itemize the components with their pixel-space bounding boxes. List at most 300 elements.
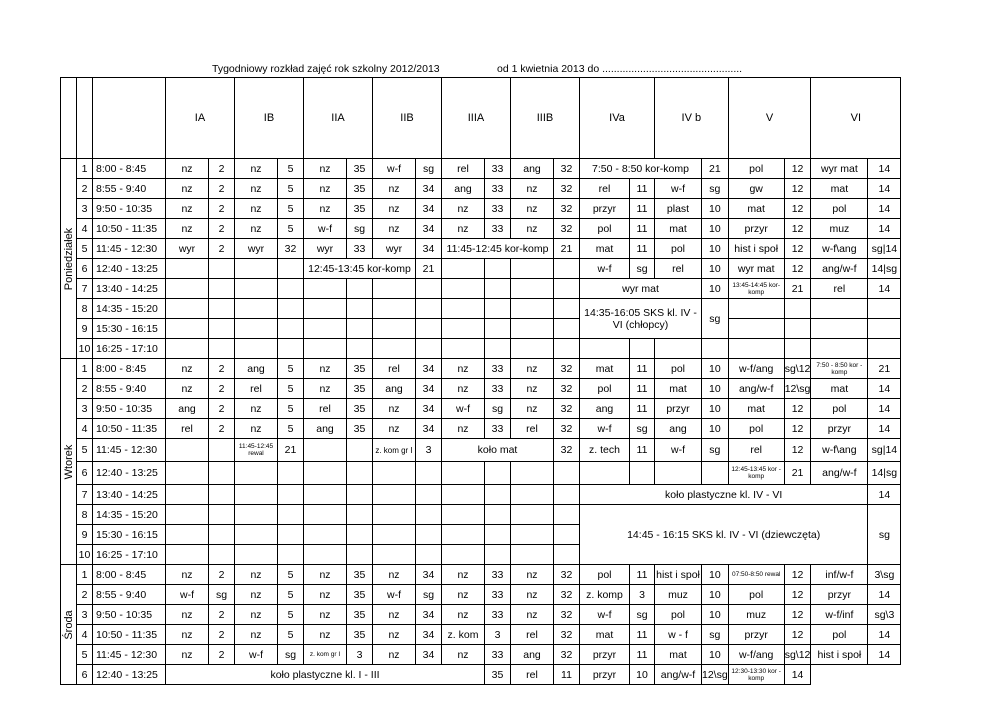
cell: [485, 339, 511, 359]
cell: nz: [235, 419, 278, 439]
cell: sg|14: [868, 239, 901, 259]
cell: 32: [554, 645, 580, 665]
cell: 5: [278, 605, 304, 625]
cell: [554, 259, 580, 279]
day-label-tuesday: Wtorek: [61, 359, 77, 565]
cell: [347, 525, 373, 545]
cell: [373, 545, 416, 565]
cell: pol: [655, 359, 702, 379]
cell: nz: [373, 199, 416, 219]
cell: sg: [702, 439, 729, 462]
cell: 14: [868, 379, 901, 399]
cell: [511, 525, 554, 545]
lesson-number: 2: [77, 379, 93, 399]
table-row: [61, 505, 901, 525]
cell: nz: [511, 199, 554, 219]
cell: 11: [554, 665, 580, 685]
cell: 11: [630, 399, 655, 419]
table-row: [61, 605, 901, 625]
lesson-time: 8:00 - 8:45: [93, 159, 166, 179]
cell: [485, 525, 511, 545]
cell: 34: [416, 399, 442, 419]
cell: w-f\ang: [811, 439, 868, 462]
cell: [304, 319, 347, 339]
cell: 35: [347, 585, 373, 605]
cell: 32: [554, 399, 580, 419]
cell: [347, 319, 373, 339]
cell: [728, 319, 784, 339]
cell: [278, 545, 304, 565]
cell: [235, 525, 278, 545]
cell: mat: [728, 199, 784, 219]
cell: nz: [511, 605, 554, 625]
table-row: [61, 485, 901, 505]
cell: 14|sg: [868, 462, 901, 485]
cell: przyr: [655, 399, 702, 419]
cell: sg: [278, 645, 304, 665]
cell: 5: [278, 419, 304, 439]
cell: nz: [511, 179, 554, 199]
cell: [511, 279, 554, 299]
cell: 12: [784, 199, 811, 219]
cell: [278, 339, 304, 359]
cell: [235, 462, 278, 485]
cell: w-f: [235, 645, 278, 665]
cell: sg: [209, 585, 235, 605]
cell: 12: [784, 585, 811, 605]
table-row: [61, 419, 901, 439]
cell: nz: [373, 419, 416, 439]
cell: 14: [784, 665, 811, 685]
cell: [278, 279, 304, 299]
cell: 14: [868, 485, 901, 505]
cell: pol: [655, 605, 702, 625]
cell: [235, 339, 278, 359]
cell: rel: [811, 279, 868, 299]
lesson-time: 12:40 - 13:25: [93, 462, 166, 485]
day-label-monday: Poniedziałek: [61, 159, 77, 359]
cell: 14: [868, 159, 901, 179]
cell: nz: [166, 199, 209, 219]
cell: [166, 462, 209, 485]
cell: [554, 299, 580, 319]
class-header-iiia: IIIA: [442, 78, 511, 159]
cell: [304, 525, 347, 545]
cell: ang: [442, 179, 485, 199]
cell: przyr: [811, 585, 868, 605]
cell: 12\sg: [702, 665, 729, 685]
cell: 5: [278, 179, 304, 199]
cell: [373, 319, 416, 339]
cell: w-f: [304, 219, 347, 239]
cell: 5: [278, 565, 304, 585]
cell: nz: [373, 625, 416, 645]
cell: w-f: [580, 605, 630, 625]
cell: nz: [373, 219, 416, 239]
lesson-number: 6: [77, 665, 93, 685]
table-row: [61, 665, 901, 685]
cell: muz: [728, 605, 784, 625]
header-blank-day: [61, 78, 77, 159]
cell: rel: [511, 665, 554, 685]
cell: 5: [278, 625, 304, 645]
cell: sg: [702, 179, 729, 199]
cell: nz: [442, 605, 485, 625]
cell: 11:45-12:45 kor-komp: [442, 239, 554, 259]
cell: 10: [702, 645, 729, 665]
cell: koło mat: [442, 439, 554, 462]
cell: [485, 279, 511, 299]
cell: przyr: [580, 665, 630, 685]
lesson-time: 11:45 - 12:30: [93, 645, 166, 665]
lesson-number: 3: [77, 399, 93, 419]
cell: hist i społ: [811, 645, 868, 665]
cell: [209, 505, 235, 525]
cell: nz: [442, 585, 485, 605]
cell: rel: [442, 159, 485, 179]
cell: ang: [304, 419, 347, 439]
cell: nz: [235, 625, 278, 645]
cell: 14|sg: [868, 259, 901, 279]
cell: [554, 319, 580, 339]
cell: [166, 485, 209, 505]
header-blank-time: [93, 78, 166, 159]
cell: 10: [702, 585, 729, 605]
table-row: [61, 299, 901, 319]
cell: sg: [630, 419, 655, 439]
lesson-number: 2: [77, 179, 93, 199]
cell: koło plastyczne kl. IV - VI: [580, 485, 868, 505]
cell: wyr mat: [728, 259, 784, 279]
cell: 12: [784, 439, 811, 462]
cell: nz: [511, 359, 554, 379]
cell: pol: [655, 239, 702, 259]
cell: rel: [728, 439, 784, 462]
lesson-number: 8: [77, 299, 93, 319]
table-row: [61, 199, 901, 219]
cell: [209, 279, 235, 299]
class-header-ivb: IV b: [655, 78, 729, 159]
cell: [373, 462, 416, 485]
cell: 2: [209, 605, 235, 625]
cell: 34: [416, 239, 442, 259]
cell: nz: [442, 419, 485, 439]
cell: nz: [511, 565, 554, 585]
cell: 34: [416, 625, 442, 645]
cell: [511, 462, 554, 485]
cell: [485, 545, 511, 565]
cell: mat: [811, 379, 868, 399]
lesson-time: 12:40 - 13:25: [93, 259, 166, 279]
cell: [416, 339, 442, 359]
table-row: [61, 159, 901, 179]
cell: [485, 259, 511, 279]
cell: przyr: [580, 645, 630, 665]
cell: [442, 319, 485, 339]
class-header-vi: VI: [811, 78, 901, 159]
schedule-table: [60, 77, 901, 685]
cell: wyr: [304, 239, 347, 259]
cell: [373, 505, 416, 525]
cell: z. kom: [442, 625, 485, 645]
cell: 2: [209, 239, 235, 259]
cell: sg\12: [784, 645, 811, 665]
cell: nz: [442, 379, 485, 399]
cell: 32: [554, 379, 580, 399]
cell: w - f: [655, 625, 702, 645]
cell: 14: [868, 399, 901, 419]
cell: [235, 545, 278, 565]
cell: 21: [416, 259, 442, 279]
table-row: [61, 379, 901, 399]
cell: [554, 505, 580, 525]
cell: nz: [235, 399, 278, 419]
cell: 35: [347, 419, 373, 439]
cell: nz: [442, 219, 485, 239]
cell: [442, 485, 485, 505]
cell: [304, 439, 347, 462]
cell: nz: [235, 159, 278, 179]
cell: ang: [166, 399, 209, 419]
cell: [304, 279, 347, 299]
cell: [811, 339, 868, 359]
cell: hist i społ: [728, 239, 784, 259]
cell: rel: [580, 179, 630, 199]
cell: 33: [485, 565, 511, 585]
cell: 12: [784, 625, 811, 645]
cell: [416, 462, 442, 485]
cell: ang/w-f: [811, 259, 868, 279]
cell: 35: [347, 159, 373, 179]
cell: [442, 462, 485, 485]
lesson-time: 9:50 - 10:35: [93, 199, 166, 219]
cell: nz: [373, 399, 416, 419]
cell: nz: [373, 179, 416, 199]
cell: wyr mat: [580, 279, 702, 299]
cell: 21: [868, 359, 901, 379]
cell: 3\sg: [868, 565, 901, 585]
cell: 33: [485, 359, 511, 379]
cell: mat: [580, 625, 630, 645]
cell: [373, 299, 416, 319]
cell: [416, 299, 442, 319]
cell: mat: [811, 179, 868, 199]
cell: 12:30-13:30 kor - komp: [728, 665, 784, 685]
cell: nz: [373, 565, 416, 585]
cell: 14: [868, 199, 901, 219]
cell: sg: [702, 625, 729, 645]
cell: 34: [416, 379, 442, 399]
cell: nz: [235, 585, 278, 605]
cell: 12: [784, 259, 811, 279]
class-header-iib: IIB: [373, 78, 442, 159]
cell: nz: [235, 605, 278, 625]
lesson-number: 9: [77, 525, 93, 545]
cell: [702, 462, 729, 485]
table-row: [61, 399, 901, 419]
cell: 32: [554, 179, 580, 199]
cell: [209, 462, 235, 485]
lesson-number: 1: [77, 565, 93, 585]
lesson-time: 8:55 - 9:40: [93, 179, 166, 199]
cell: [702, 339, 729, 359]
cell: 3: [630, 585, 655, 605]
cell: 33: [485, 159, 511, 179]
cell: [304, 462, 347, 485]
cell: 14: [868, 219, 901, 239]
lesson-number: 7: [77, 485, 93, 505]
cell: [166, 299, 209, 319]
cell: 2: [209, 199, 235, 219]
cell: 7:50 - 8:50 kor-komp: [580, 159, 702, 179]
cell: 3: [347, 645, 373, 665]
cell: pol: [728, 159, 784, 179]
cell: [373, 485, 416, 505]
cell: sg: [868, 505, 901, 565]
cell: w-f\ang: [811, 239, 868, 259]
cell: 10: [702, 279, 729, 299]
cell: 5: [278, 159, 304, 179]
header-blank-no: [77, 78, 93, 159]
cell: nz: [442, 359, 485, 379]
cell: [655, 339, 702, 359]
lesson-time: 15:30 - 16:15: [93, 319, 166, 339]
class-header-ib: IB: [235, 78, 304, 159]
table-row: [61, 319, 901, 339]
cell: 7:50 - 8:50 kor - komp: [811, 359, 868, 379]
cell: 12:45-13:45 kor-komp: [304, 259, 416, 279]
cell: [811, 299, 868, 319]
cell: w-f/inf: [811, 605, 868, 625]
cell: nz: [304, 359, 347, 379]
cell: 12: [784, 605, 811, 625]
cell: 14:35-16:05 SKS kl. IV - VI (chłopcy): [580, 299, 702, 339]
lesson-number: 5: [77, 439, 93, 462]
cell: [868, 339, 901, 359]
cell: ang: [373, 379, 416, 399]
cell: ang: [655, 419, 702, 439]
cell: 35: [347, 179, 373, 199]
cell: [166, 259, 209, 279]
cell: mat: [655, 645, 702, 665]
cell: hist i społ: [655, 565, 702, 585]
cell: 2: [209, 159, 235, 179]
lesson-time: 8:55 - 9:40: [93, 379, 166, 399]
cell: 14: [868, 585, 901, 605]
cell: z. kom gr I: [304, 645, 347, 665]
cell: [511, 259, 554, 279]
table-row: [61, 439, 901, 462]
cell: [630, 339, 655, 359]
cell: 11: [630, 359, 655, 379]
cell: 32: [554, 159, 580, 179]
cell: 10: [702, 605, 729, 625]
cell: [485, 462, 511, 485]
cell: 35: [347, 199, 373, 219]
cell: nz: [511, 399, 554, 419]
cell: z. kom gr I: [373, 439, 416, 462]
cell: 2: [209, 419, 235, 439]
cell: [347, 545, 373, 565]
cell: [347, 279, 373, 299]
lesson-number: 5: [77, 239, 93, 259]
cell: 32: [554, 359, 580, 379]
class-header-v: V: [728, 78, 811, 159]
cell: 12: [784, 399, 811, 419]
cell: 10: [702, 199, 729, 219]
cell: 13:45-14:45 kor-komp: [728, 279, 784, 299]
cell: 21: [702, 159, 729, 179]
cell: w-f: [655, 179, 702, 199]
cell: 32: [554, 625, 580, 645]
cell: 14:45 - 16:15 SKS kl. IV - VI (dziewczęta): [580, 505, 868, 565]
cell: 35: [347, 565, 373, 585]
cell: 5: [278, 359, 304, 379]
cell: [485, 319, 511, 339]
cell: 12: [784, 565, 811, 585]
cell: 34: [416, 565, 442, 585]
cell: [655, 462, 702, 485]
cell: 34: [416, 179, 442, 199]
cell: 5: [278, 219, 304, 239]
cell: [373, 525, 416, 545]
table-row: [61, 179, 901, 199]
cell: [511, 485, 554, 505]
cell: 07:50-8:50 rewal: [728, 565, 784, 585]
cell: 5: [278, 585, 304, 605]
cell: 5: [278, 379, 304, 399]
cell: rel: [511, 625, 554, 645]
cell: 12: [784, 159, 811, 179]
table-row: [61, 359, 901, 379]
cell: rel: [235, 379, 278, 399]
cell: sg: [347, 219, 373, 239]
lesson-time: 10:50 - 11:35: [93, 419, 166, 439]
cell: 2: [209, 379, 235, 399]
cell: 32: [554, 219, 580, 239]
cell: w-f: [442, 399, 485, 419]
cell: 33: [485, 585, 511, 605]
cell: 33: [485, 605, 511, 625]
cell: [630, 462, 655, 485]
cell: [235, 279, 278, 299]
cell: [511, 339, 554, 359]
cell: [304, 545, 347, 565]
cell: 2: [209, 645, 235, 665]
cell: w-f: [580, 259, 630, 279]
lesson-number: 1: [77, 359, 93, 379]
cell: [554, 525, 580, 545]
cell: 2: [209, 565, 235, 585]
cell: wyr: [235, 239, 278, 259]
cell: [209, 545, 235, 565]
cell: [209, 339, 235, 359]
cell: [580, 462, 630, 485]
cell: [278, 462, 304, 485]
cell: 35: [347, 379, 373, 399]
cell: nz: [304, 199, 347, 219]
cell: 32: [554, 419, 580, 439]
cell: sg: [630, 605, 655, 625]
cell: sg\3: [868, 605, 901, 625]
cell: 2: [209, 625, 235, 645]
cell: 14: [868, 645, 901, 665]
cell: [485, 485, 511, 505]
cell: 11:45-12:45 rewal: [235, 439, 278, 462]
cell: [511, 299, 554, 319]
cell: 33: [485, 219, 511, 239]
cell: nz: [235, 179, 278, 199]
